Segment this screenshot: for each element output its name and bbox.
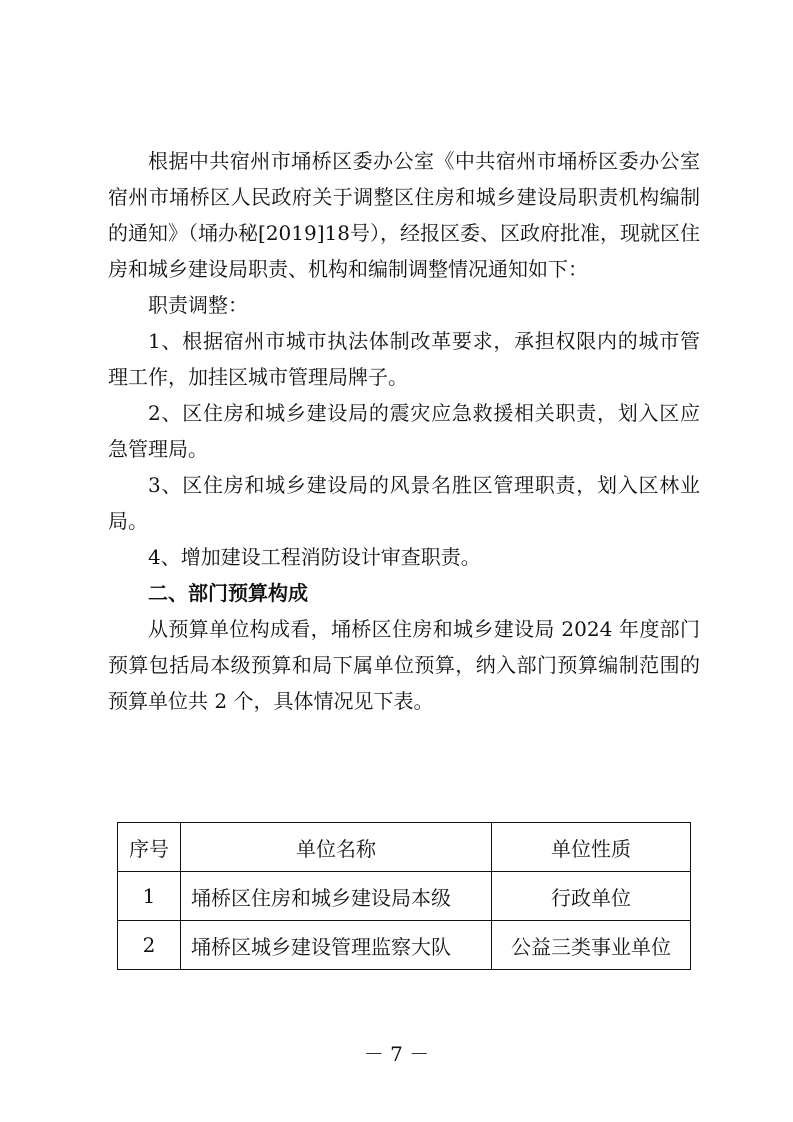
- table-cell-unit-type: 公益三类事业单位: [492, 921, 691, 970]
- table-cell-unit-name: 埇桥区住房和城乡建设局本级: [181, 872, 492, 921]
- responsibility-item-4: 4、增加建设工程消防设计审查职责。: [148, 545, 481, 569]
- table-row: [118, 921, 691, 970]
- body-text: [108, 143, 700, 719]
- intro-paragraph: 根据中共宿州市埇桥区委办公室《中共宿州市埇桥区委办公室 宿州市埇桥区人民政府关于调整区住房和城乡建设局职责机构编制的通知》（埇办秘[2019]18号），经报区委、区政府批准，现就区住房和城乡建设局职责、机构和编制调整情况通知如下：: [108, 149, 700, 281]
- column-header-unit-type: 单位性质: [492, 823, 691, 872]
- column-header-unit-name: 单位名称: [181, 823, 492, 872]
- section-paragraph: 从预算单位构成看，埇桥区住房和城乡建设局 2024 年度部门预算包括局本级预算和局下属单位预算，纳入部门预算编制范围的预算单位共 2 个，具体情况见下表。: [108, 617, 700, 713]
- table-cell-index: 2: [118, 921, 181, 970]
- table-header-row: [118, 823, 691, 872]
- table-cell-index: 1: [118, 872, 181, 921]
- page-number: － 7 －: [363, 1042, 430, 1066]
- column-header-index: 序号: [118, 823, 181, 872]
- table-cell-unit-type: 行政单位: [492, 872, 691, 921]
- table-row: [118, 872, 691, 921]
- section-heading: 二、部门预算构成: [148, 581, 308, 605]
- responsibility-item-2: 2、区住房和城乡建设局的震灾应急救援相关职责，划入区应急管理局。: [108, 401, 700, 461]
- budget-units-table: [117, 822, 691, 970]
- table-cell-unit-name: 埇桥区城乡建设管理监察大队: [181, 921, 492, 970]
- responsibility-item-1: 1、根据宿州市城市执法体制改革要求，承担权限内的城市管理工作，加挂区城市管理局牌子。: [108, 329, 700, 389]
- responsibility-item-3: 3、区住房和城乡建设局的风景名胜区管理职责，划入区林业局。: [108, 473, 700, 533]
- responsibility-heading: 职责调整：: [148, 293, 248, 317]
